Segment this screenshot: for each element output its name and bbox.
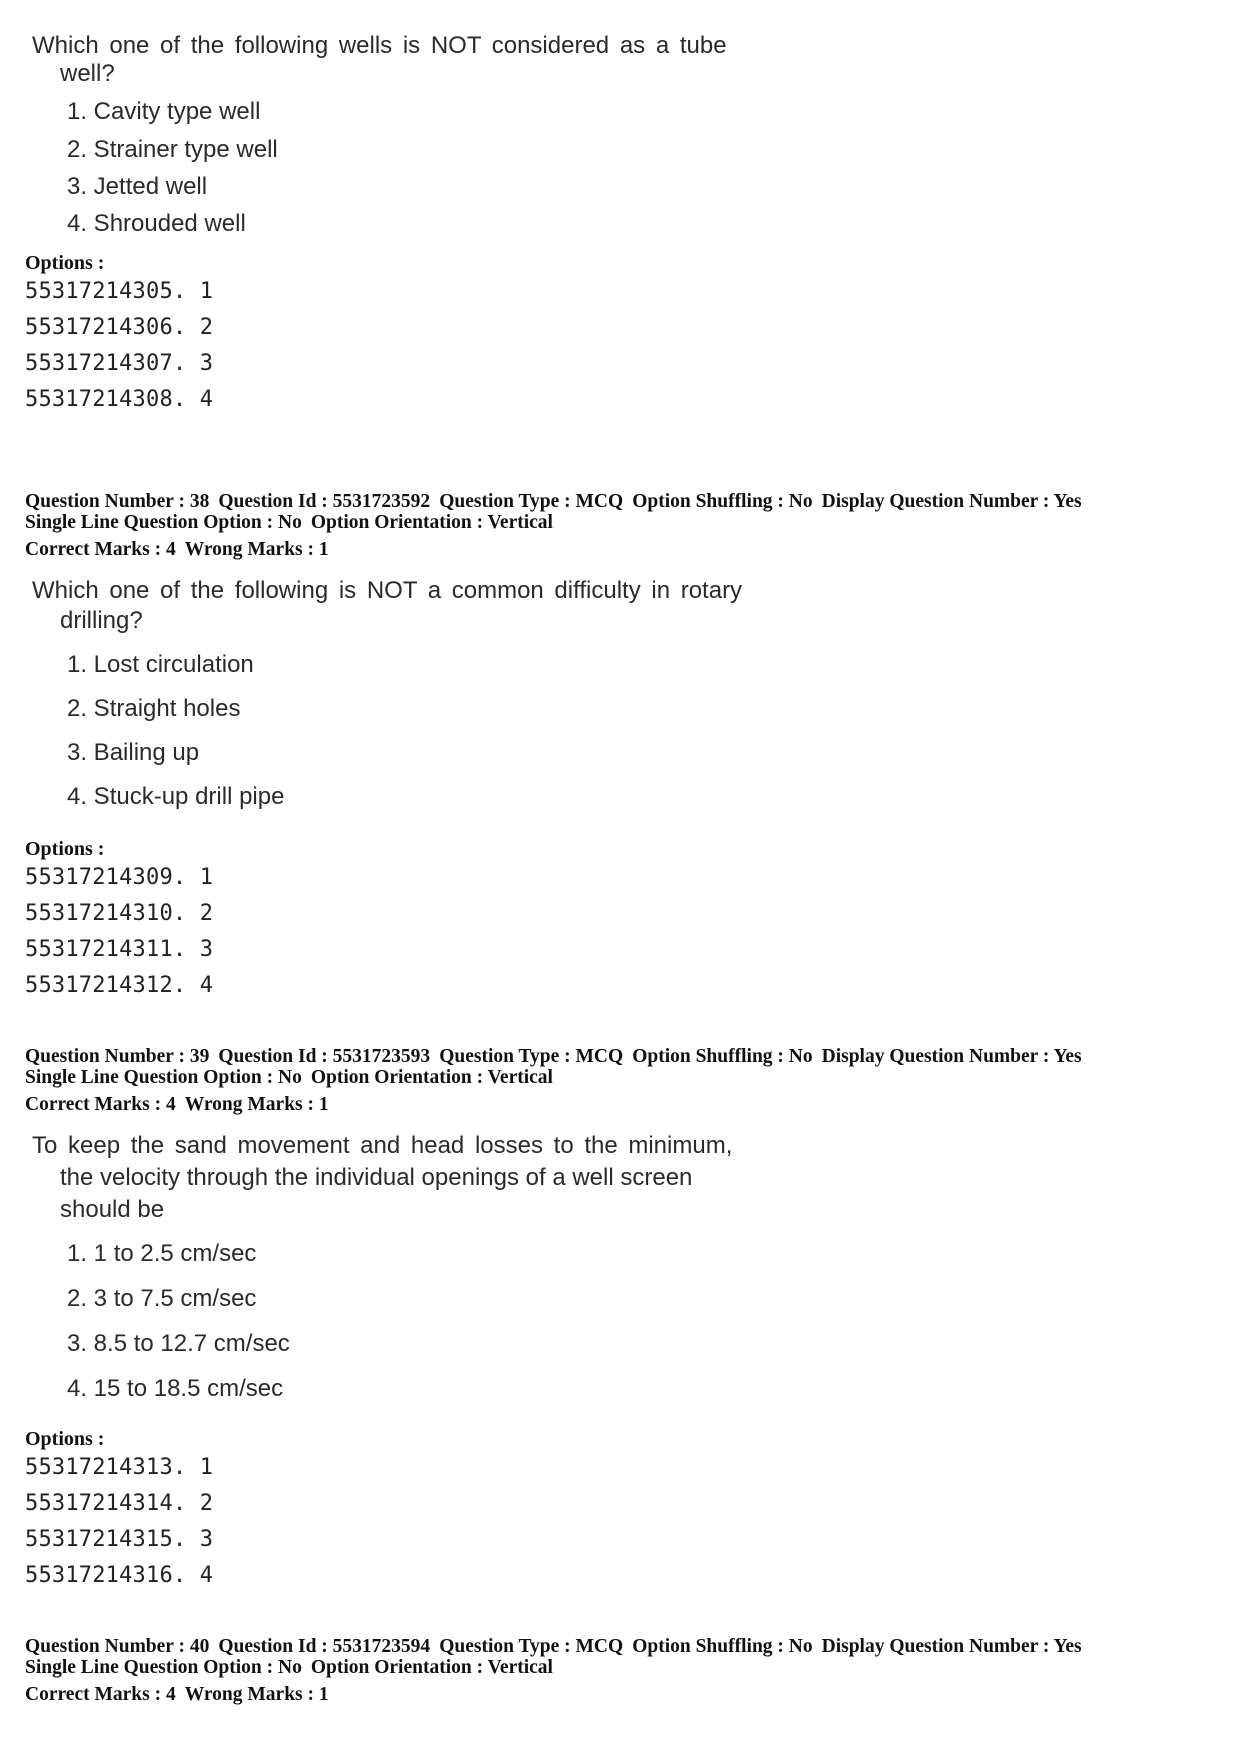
correct-marks: Correct Marks : 4 [25, 539, 176, 560]
question-type: Question Type : MCQ [439, 1636, 624, 1657]
question-38-meta [25, 491, 1082, 560]
question-number: Question Number : 39 [25, 1046, 210, 1067]
answer-choice: 2. Straight holes [67, 695, 241, 722]
question-39-meta [25, 1046, 1082, 1115]
option-shuffling: Option Shuffling : No [632, 1636, 813, 1657]
question-stem-line: To keep the sand movement and head losses to the minimum, [32, 1132, 733, 1159]
question-type: Question Type : MCQ [439, 1046, 624, 1067]
correct-marks: Correct Marks : 4 [25, 1094, 176, 1115]
question-stem-line: Which one of the following is NOT a common difficulty in rotary [32, 577, 743, 604]
option-shuffling: Option Shuffling : No [632, 1046, 813, 1067]
meta-line-1 [25, 1046, 1082, 1067]
answer-choice: 1. Cavity type well [67, 98, 261, 125]
answer-choice: 1. 1 to 2.5 cm/sec [67, 1240, 257, 1267]
options-list [25, 274, 213, 418]
question-38-text [32, 575, 742, 825]
option-orientation: Option Orientation : Vertical [310, 1067, 553, 1088]
option-orientation: Option Orientation : Vertical [310, 512, 553, 533]
option-orientation: Option Orientation : Vertical [310, 1657, 553, 1678]
option-code: 55317214314. 2 [25, 1491, 214, 1516]
meta-line-1 [25, 491, 1082, 512]
question-id: Question Id : 5531723592 [218, 491, 431, 512]
option-code: 55317214308. 4 [25, 387, 214, 412]
option-code: 55317214306. 2 [25, 315, 214, 340]
question-id: Question Id : 5531723593 [218, 1046, 431, 1067]
answer-choice: 4. 15 to 18.5 cm/sec [67, 1375, 284, 1402]
option-code: 55317214312. 4 [25, 973, 214, 998]
answer-choice: 4. Shrouded well [67, 210, 246, 237]
answer-choice: 2. Strainer type well [67, 136, 278, 163]
question-40-meta [25, 1636, 1082, 1705]
option-code: 55317214307. 3 [25, 351, 214, 376]
wrong-marks: Wrong Marks : 1 [184, 1684, 329, 1705]
single-line-question-option: Single Line Question Option : No [25, 512, 302, 533]
options-list [25, 1450, 213, 1594]
correct-marks: Correct Marks : 4 [25, 1684, 176, 1705]
option-code: 55317214310. 2 [25, 901, 214, 926]
wrong-marks: Wrong Marks : 1 [184, 539, 329, 560]
answer-choice: 3. Jetted well [67, 173, 208, 200]
answer-choice: 4. Stuck-up drill pipe [67, 783, 285, 810]
meta-line-3 [25, 1094, 1082, 1115]
meta-line-2 [25, 512, 1082, 533]
display-question-number: Display Question Number : Yes [821, 1636, 1082, 1657]
option-code: 55317214316. 4 [25, 1563, 214, 1588]
display-question-number: Display Question Number : Yes [821, 1046, 1082, 1067]
options-label: Options : [25, 1428, 105, 1450]
question-number: Question Number : 38 [25, 491, 210, 512]
option-code: 55317214313. 1 [25, 1455, 214, 1480]
question-37-text [32, 30, 727, 245]
meta-line-3 [25, 1684, 1082, 1705]
meta-line-2 [25, 1067, 1082, 1088]
question-stem-line: well? [60, 60, 115, 87]
meta-line-2 [25, 1657, 1082, 1678]
answer-choice: 2. 3 to 7.5 cm/sec [67, 1285, 257, 1312]
single-line-question-option: Single Line Question Option : No [25, 1067, 302, 1088]
option-code: 55317214305. 1 [25, 279, 214, 304]
option-shuffling: Option Shuffling : No [632, 491, 813, 512]
display-question-number: Display Question Number : Yes [821, 491, 1082, 512]
wrong-marks: Wrong Marks : 1 [184, 1094, 329, 1115]
answer-choice: 3. 8.5 to 12.7 cm/sec [67, 1330, 290, 1357]
meta-line-3 [25, 539, 1082, 560]
options-label: Options : [25, 838, 105, 860]
question-stem-line: drilling? [60, 607, 143, 634]
option-code: 55317214309. 1 [25, 865, 214, 890]
question-stem-line: Which one of the following wells is NOT considered as a tube [32, 32, 727, 59]
question-number: Question Number : 40 [25, 1636, 210, 1657]
meta-line-1 [25, 1636, 1082, 1657]
option-code: 55317214315. 3 [25, 1527, 214, 1552]
answer-choice: 1. Lost circulation [67, 651, 254, 678]
question-stem-line: should be [60, 1196, 165, 1223]
answer-choice: 3. Bailing up [67, 739, 200, 766]
question-39-text [32, 1130, 732, 1418]
options-list [25, 860, 213, 1004]
single-line-question-option: Single Line Question Option : No [25, 1657, 302, 1678]
options-label: Options : [25, 252, 105, 274]
question-id: Question Id : 5531723594 [218, 1636, 431, 1657]
option-code: 55317214311. 3 [25, 937, 214, 962]
question-type: Question Type : MCQ [439, 491, 624, 512]
question-stem-line: the velocity through the individual openings of a well screen [60, 1164, 693, 1191]
